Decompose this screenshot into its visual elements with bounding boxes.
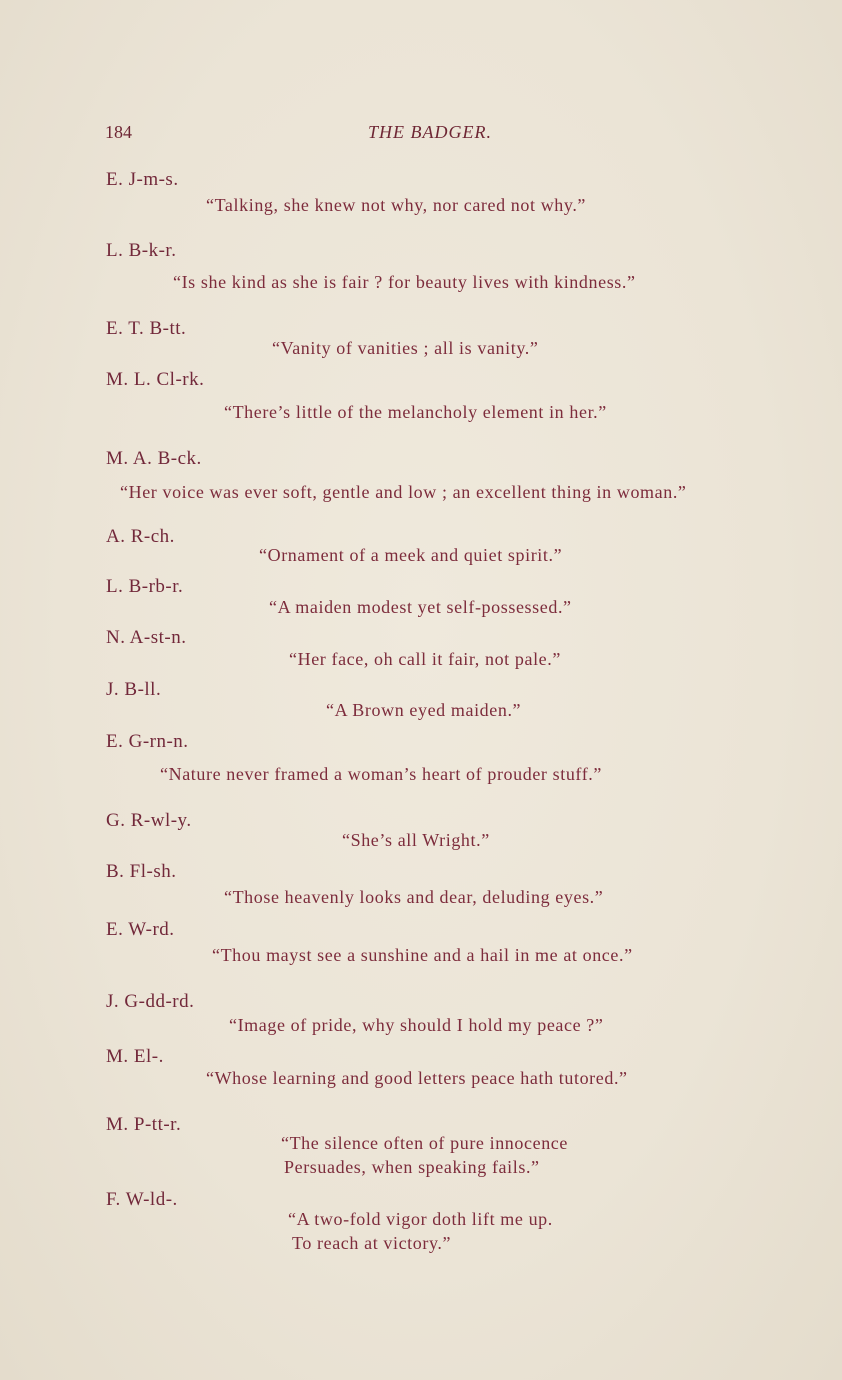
entry-quote: “A maiden modest yet self-possessed.” — [269, 597, 572, 617]
entry-quote-line1: “A two-fold vigor doth lift me up. — [288, 1209, 553, 1229]
entry-quote: “Vanity of vanities ; all is vanity.” — [272, 338, 539, 358]
entry-name: M. El-. — [106, 1046, 164, 1067]
entry-quote: “A Brown eyed maiden.” — [326, 700, 522, 720]
entry-quote: “Is she kind as she is fair ? for beauty lives with kindness.” — [173, 272, 636, 292]
entry-name: N. A-st-n. — [106, 627, 187, 648]
entry-name: B. Fl-sh. — [106, 861, 177, 882]
entry-name: L. B-k-r. — [106, 240, 177, 261]
entry-quote: “Talking, she knew not why, nor cared not why.” — [206, 195, 587, 215]
entry-name: F. W-ld-. — [106, 1189, 178, 1210]
entry-quote: “There’s little of the melancholy element in her.” — [224, 402, 607, 422]
entry-name: J. B-ll. — [106, 679, 162, 700]
entry-name: E. T. B-tt. — [106, 318, 187, 339]
entry-name: E. W-rd. — [106, 919, 175, 940]
entry-name: J. G-dd-rd. — [106, 991, 195, 1012]
entry-name: M. P-tt-r. — [106, 1114, 182, 1135]
entry-name: E. J-m-s. — [106, 169, 179, 190]
entry-quote: “Thou mayst see a sunshine and a hail in me at once.” — [212, 945, 633, 965]
entry-name: A. R-ch. — [106, 526, 175, 547]
entry-quote-line1: “The silence often of pure innocence — [281, 1133, 568, 1153]
entry-quote: “Her face, oh call it fair, not pale.” — [289, 649, 561, 669]
entry-quote: “She’s all Wright.” — [342, 830, 490, 850]
entry-quote: “Whose learning and good letters peace hath tutored.” — [206, 1068, 628, 1088]
entry-quote: “Those heavenly looks and dear, deluding eyes.” — [224, 887, 604, 907]
entry-quote: “Ornament of a meek and quiet spirit.” — [259, 545, 563, 565]
entry-name: G. R-wl-y. — [106, 810, 192, 831]
entry-name: M. L. Cl-rk. — [106, 369, 205, 390]
page-number: 184 — [105, 122, 132, 142]
running-title: THE BADGER. — [368, 122, 492, 142]
entry-quote: “Image of pride, why should I hold my peace ?” — [229, 1015, 604, 1035]
entry-name: E. G-rn-n. — [106, 731, 189, 752]
entry-quote-line2: Persuades, when speaking fails.” — [284, 1157, 540, 1177]
entry-name: M. A. B-ck. — [106, 448, 202, 469]
entry-name: L. B-rb-r. — [106, 576, 184, 597]
entry-quote: “Her voice was ever soft, gentle and low ; an excellent thing in woman.” — [120, 482, 687, 502]
entry-quote: “Nature never framed a woman’s heart of prouder stuff.” — [160, 764, 602, 784]
entry-quote-line2: To reach at victory.” — [292, 1233, 452, 1253]
